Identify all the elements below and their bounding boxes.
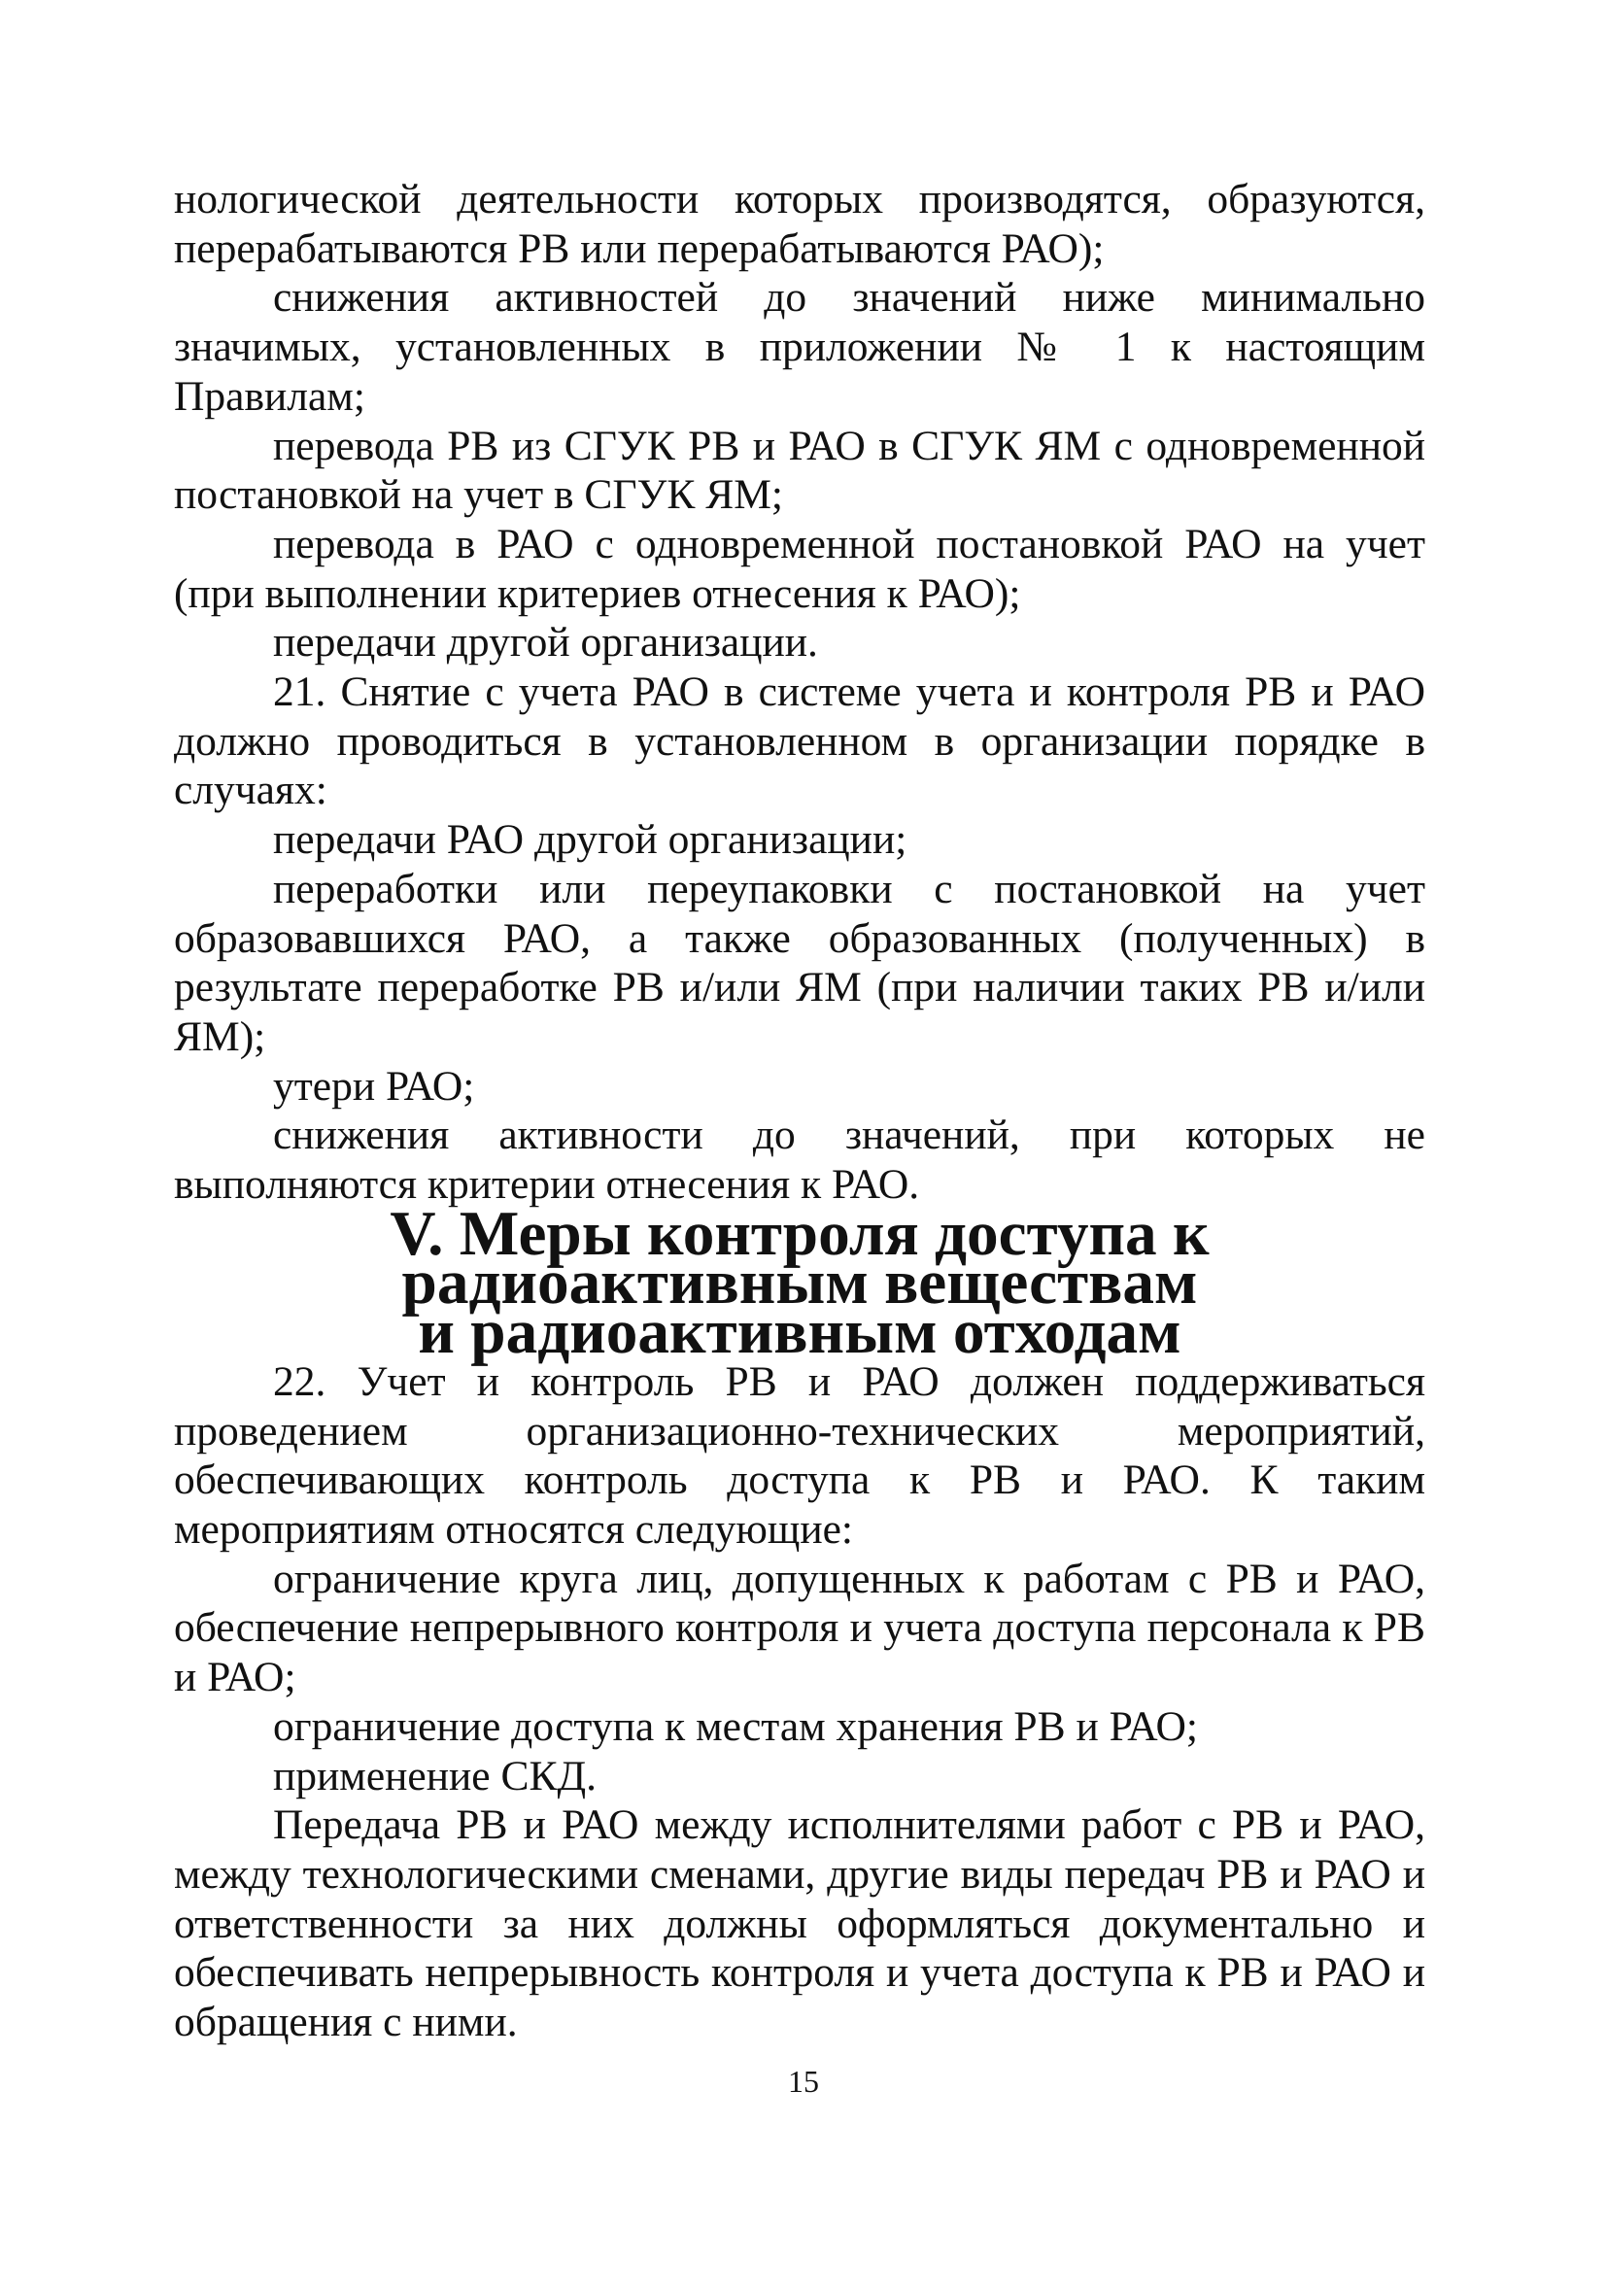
- list-item-activity-reduction: снижения активностей до значений ниже минимально значимых, установленных в приложении № 1 к настоящим Правилам;: [174, 274, 1425, 420]
- paragraph-continuation: нологической деятельности которых производятся, образуются, перерабатываются РВ или перерабатываются РАО);: [174, 176, 1425, 272]
- paragraph-handover: Передача РВ и РАО между исполнителями работ с РВ и РАО, между технологическими сменами, другие виды передач РВ и РАО и ответственности за них должны оформляться документально и обеспечивать непрерывность контроля и учета доступа к РВ и РАО и обращения с ними.: [174, 1801, 1425, 2046]
- clause-22: 22. Учет и контроль РВ и РАО должен поддерживаться проведением организационно-технических мероприятий, обеспечивающих контроль доступа к РВ и РАО. К таким мероприятиям относятся следующие:: [174, 1357, 1425, 1553]
- list-item-skd: применение СКД.: [273, 1752, 598, 1799]
- list-item-transfer-to-organization: передачи другой организации.: [273, 619, 818, 667]
- list-item-personnel-restriction: ограничение круга лиц, допущенных к работам с РВ и РАО, обеспечение непрерывного контроля и учета доступа персонала к РВ и РАО;: [174, 1555, 1425, 1701]
- section-heading-line-2: и радиоактивным отходам: [418, 1297, 1181, 1368]
- section-heading: [174, 1198, 1425, 1368]
- list-item-transfer-to-sguk-ym: перевода РВ из СГУК РВ и РАО в СГУК ЯМ с одновременной постановкой на учет в СГУК ЯМ;: [174, 422, 1425, 519]
- page-number: 15: [788, 2064, 819, 2099]
- section-heading-line-1: V. Меры контроля доступа к радиоактивным веществам: [390, 1198, 1210, 1319]
- list-item-processing: переработки или переупаковки с постановкой на учет образовавшихся РАО, а также образованных (полученных) в результате переработке РВ и/или ЯМ (при наличии таких РВ и/или ЯМ);: [174, 865, 1425, 1060]
- list-item-rao-transfer: передачи РАО другой организации;: [273, 816, 907, 864]
- list-item-storage-access: ограничение доступа к местам хранения РВ и РАО;: [273, 1702, 1198, 1750]
- clause-21: 21. Снятие с учета РАО в системе учета и контроля РВ и РАО должно проводиться в установленном в организации порядке в случаях:: [174, 668, 1425, 814]
- list-item-activity-decrease: снижения активности до значений, при которых не выполняются критерии отнесения к РАО.: [174, 1112, 1425, 1209]
- list-item-loss: утери РАО;: [273, 1062, 475, 1110]
- document-page: [174, 175, 1425, 2047]
- list-item-transfer-to-rao: перевода в РАО с одновременной постановкой РАО на учет (при выполнении критериев отнесения к РАО);: [174, 520, 1425, 617]
